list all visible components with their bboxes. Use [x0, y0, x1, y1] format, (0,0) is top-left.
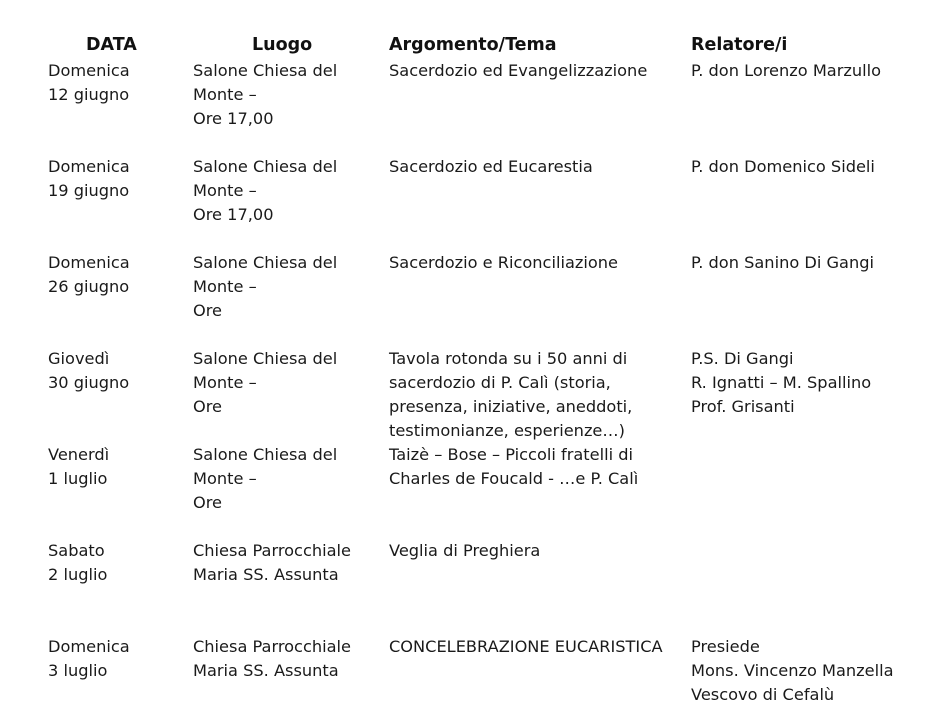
cell-line: Maria SS. Assunta: [193, 565, 339, 584]
cell-line: Chiesa Parrocchiale: [193, 637, 351, 656]
speaker-cell: [691, 347, 871, 419]
date-cell: [48, 635, 130, 683]
cell-line: 3 luglio: [48, 661, 108, 680]
cell-line: Chiesa Parrocchiale: [193, 541, 351, 560]
cell-line: P.S. Di Gangi: [691, 349, 794, 368]
cell-line: Salone Chiesa del: [193, 61, 338, 80]
cell-line: Taizè – Bose – Piccoli fratelli di: [389, 445, 633, 464]
cell-line: presenza, iniziative, aneddoti,: [389, 397, 633, 416]
cell-line: Salone Chiesa del: [193, 349, 338, 368]
cell-line: Tavola rotonda su i 50 anni di: [389, 349, 628, 368]
speaker-cell: [691, 251, 874, 275]
cell-line: Monte –: [193, 469, 257, 488]
cell-line: Salone Chiesa del: [193, 157, 338, 176]
location-cell: [193, 635, 351, 683]
speaker-cell: [691, 59, 881, 83]
date-cell: [48, 443, 109, 491]
cell-line: Monte –: [193, 85, 257, 104]
cell-line: 1 luglio: [48, 469, 108, 488]
cell-line: Mons. Vincenzo Manzella: [691, 661, 894, 680]
cell-line: Prof. Grisanti: [691, 397, 795, 416]
date-cell: [48, 155, 130, 203]
cell-line: sacerdozio di P. Calì (storia,: [389, 373, 611, 392]
cell-line: 30 giugno: [48, 373, 130, 392]
cell-line: Ore: [193, 301, 222, 320]
date-cell: [48, 251, 130, 299]
cell-line: Monte –: [193, 181, 257, 200]
cell-line: Domenica: [48, 253, 130, 272]
location-cell: [193, 539, 351, 587]
cell-line: Presiede: [691, 637, 760, 656]
cell-line: Charles de Foucald - …e P. Calì: [389, 469, 639, 488]
location-cell: [193, 251, 337, 323]
topic-cell: [389, 155, 593, 179]
cell-line: Monte –: [193, 277, 257, 296]
cell-line: Maria SS. Assunta: [193, 661, 339, 680]
topic-cell: [389, 347, 632, 443]
cell-line: Sacerdozio ed Eucarestia: [389, 157, 593, 176]
cell-line: Giovedì: [48, 349, 110, 368]
cell-line: R. Ignatti – M. Spallino: [691, 373, 872, 392]
cell-line: Sabato: [48, 541, 105, 560]
date-cell: [48, 347, 129, 395]
location-cell: [193, 59, 337, 131]
speaker-cell: [691, 155, 875, 179]
cell-line: Venerdì: [48, 445, 110, 464]
topic-cell: [389, 443, 638, 491]
topic-cell: [389, 539, 540, 563]
location-cell: [193, 347, 337, 419]
cell-line: Sacerdozio ed Evangelizzazione: [389, 61, 648, 80]
cell-line: P. don Lorenzo Marzullo: [691, 61, 882, 80]
cell-line: Domenica: [48, 157, 130, 176]
speaker-cell: [691, 635, 894, 707]
topic-cell: [389, 251, 618, 275]
date-cell: [48, 59, 130, 107]
cell-line: Ore 17,00: [193, 109, 274, 128]
header-data: DATA: [86, 35, 137, 55]
cell-line: P. don Domenico Sideli: [691, 157, 875, 176]
location-cell: [193, 443, 337, 515]
cell-line: Salone Chiesa del: [193, 445, 338, 464]
cell-line: Domenica: [48, 637, 130, 656]
cell-line: CONCELEBRAZIONE EUCARISTICA: [389, 637, 663, 656]
topic-cell: [389, 59, 647, 83]
header-luogo: Luogo: [252, 35, 313, 55]
date-cell: [48, 539, 107, 587]
cell-line: testimonianze, esperienze…): [389, 421, 625, 440]
cell-line: Ore: [193, 493, 222, 512]
header-relatore: Relatore/i: [691, 35, 788, 55]
topic-cell: [389, 635, 663, 659]
cell-line: Veglia di Preghiera: [389, 541, 541, 560]
cell-line: Ore 17,00: [193, 205, 274, 224]
cell-line: 12 giugno: [48, 85, 130, 104]
cell-line: Monte –: [193, 373, 257, 392]
cell-line: 26 giugno: [48, 277, 130, 296]
cell-line: Sacerdozio e Riconciliazione: [389, 253, 618, 272]
cell-line: P. don Sanino Di Gangi: [691, 253, 874, 272]
cell-line: Vescovo di Cefalù: [691, 685, 835, 704]
location-cell: [193, 155, 337, 227]
cell-line: Ore: [193, 397, 222, 416]
header-argomento: Argomento/Tema: [389, 35, 557, 55]
cell-line: 19 giugno: [48, 181, 130, 200]
cell-line: Domenica: [48, 61, 130, 80]
cell-line: Salone Chiesa del: [193, 253, 338, 272]
cell-line: 2 luglio: [48, 565, 108, 584]
